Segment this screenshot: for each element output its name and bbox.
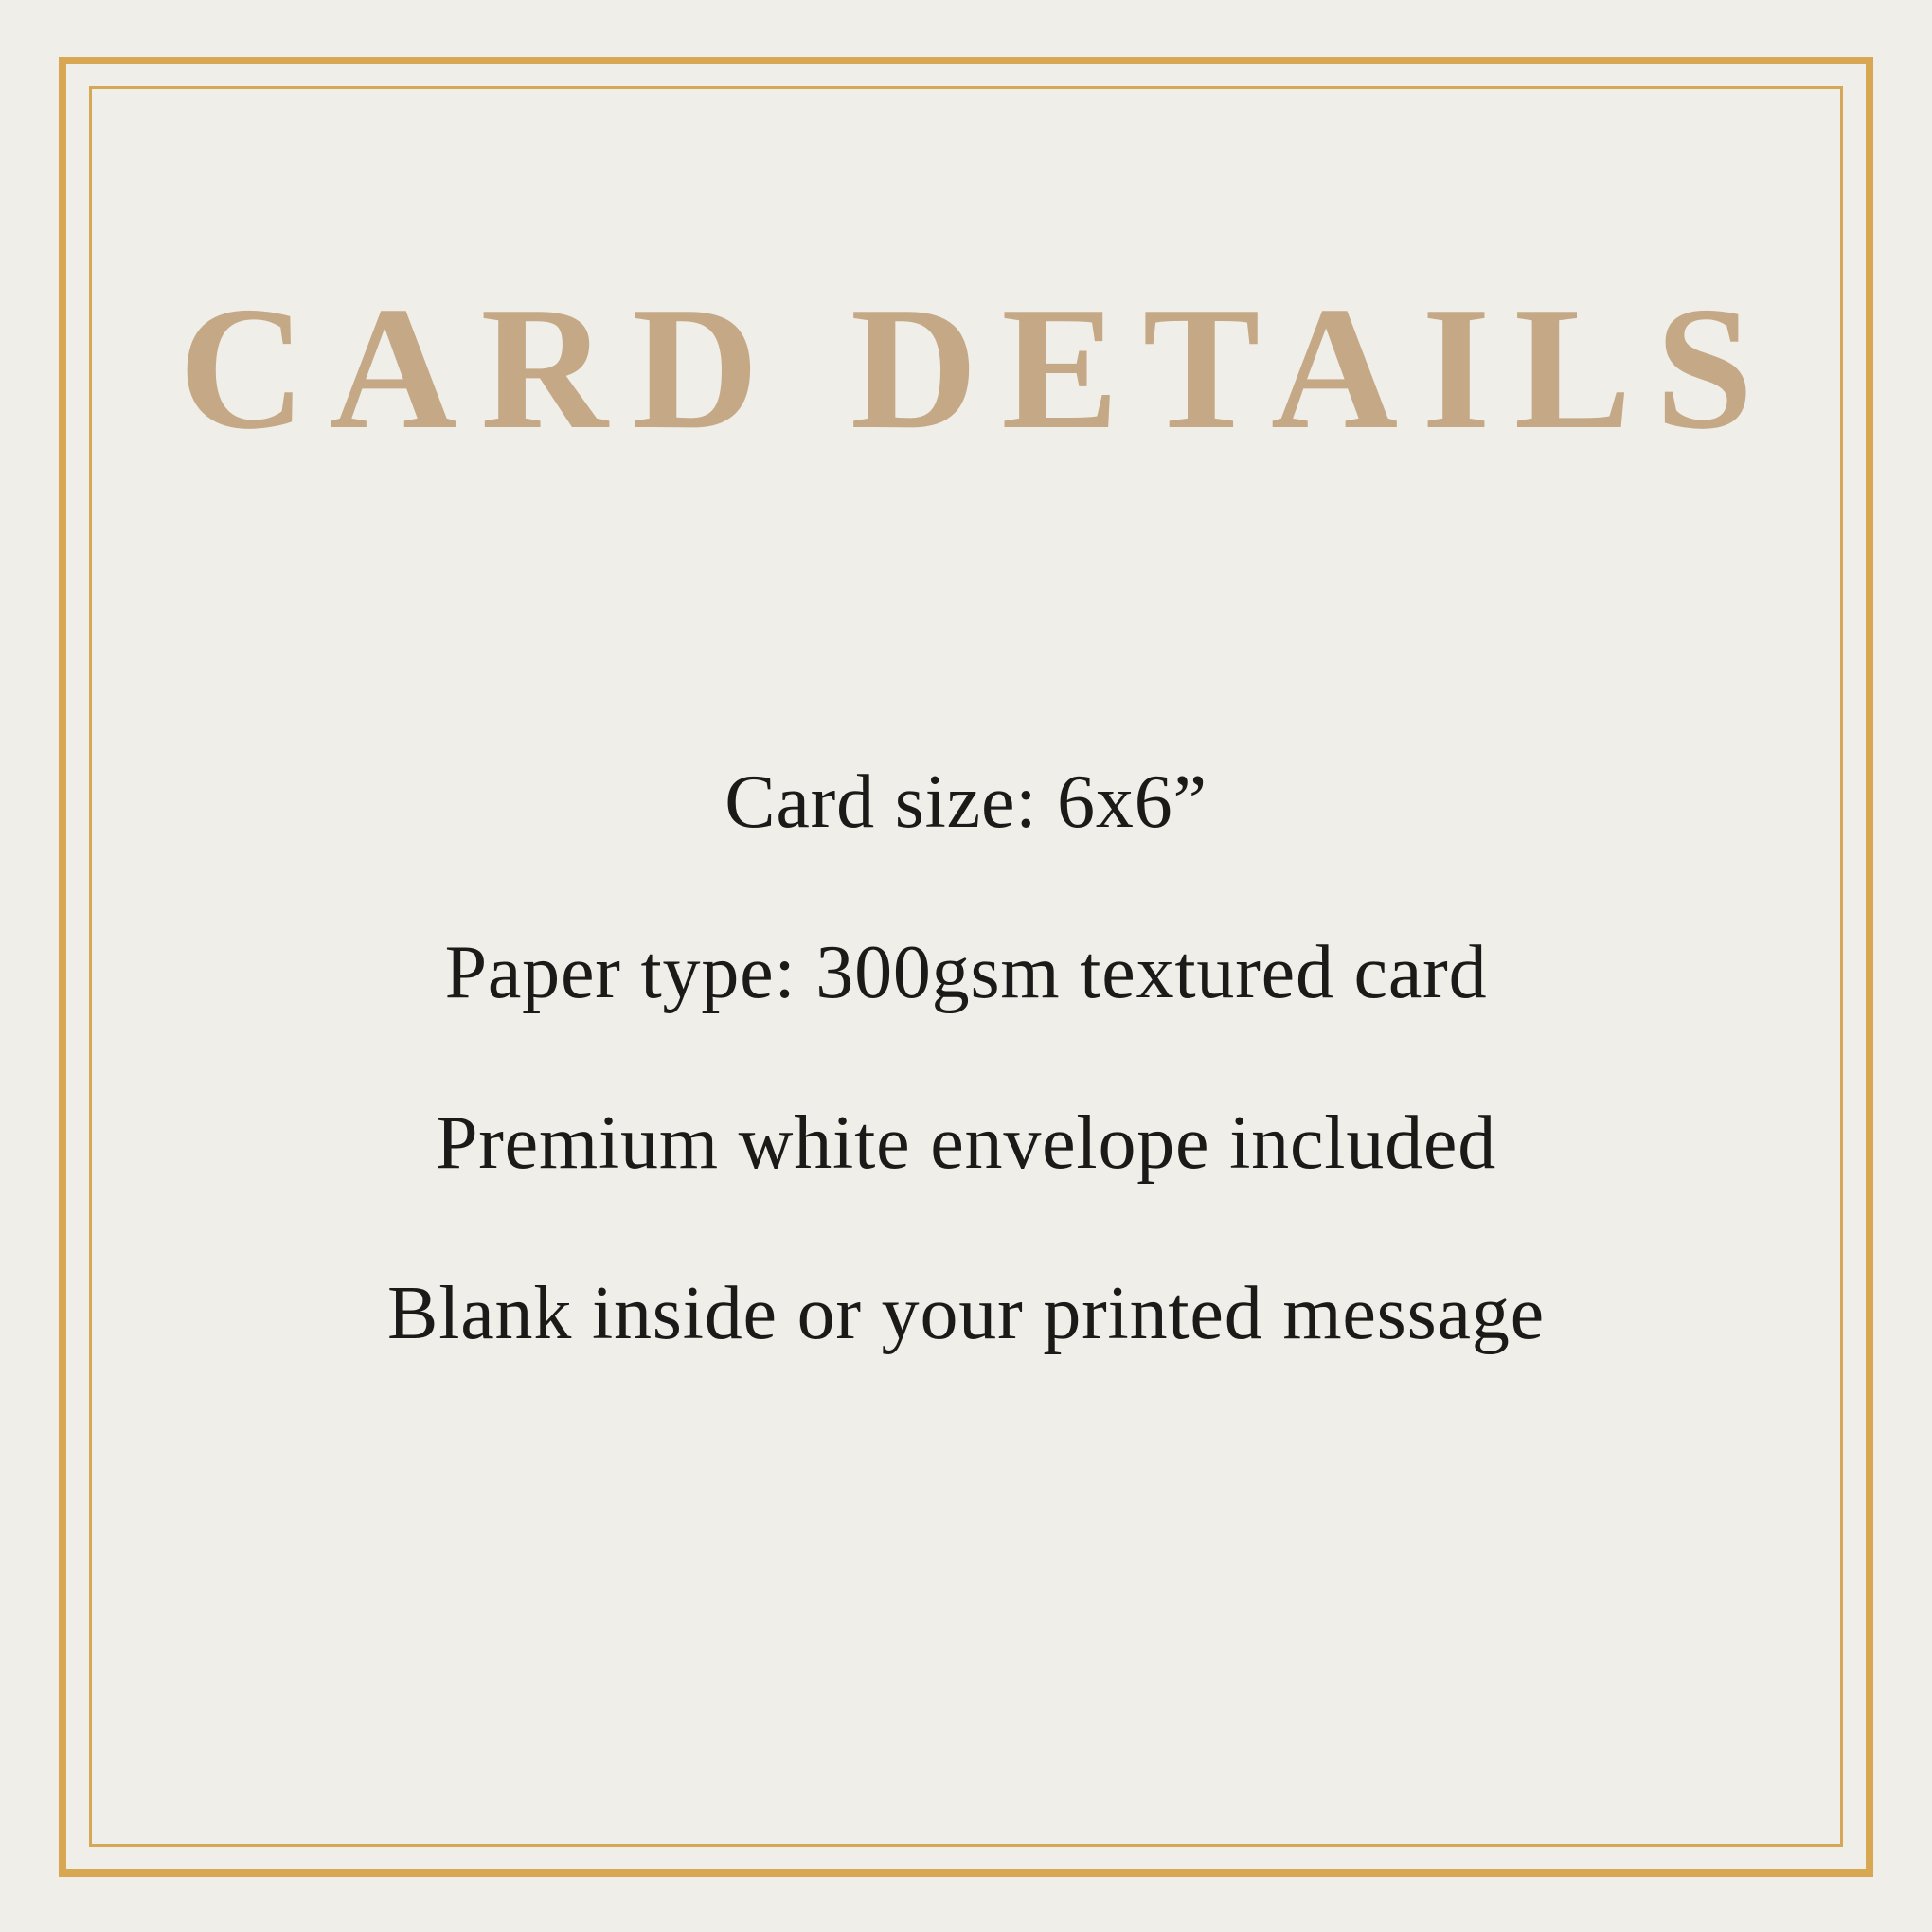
detail-paper-type: Paper type: 300gsm textured card (444, 931, 1488, 1014)
detail-inside-message: Blank inside or your printed message (387, 1272, 1545, 1355)
detail-envelope: Premium white envelope included (435, 1101, 1497, 1185)
detail-card-size: Card size: 6x6” (724, 760, 1208, 844)
details-list (0, 760, 1932, 1445)
page-title: CARD DETAILS (178, 271, 1778, 466)
